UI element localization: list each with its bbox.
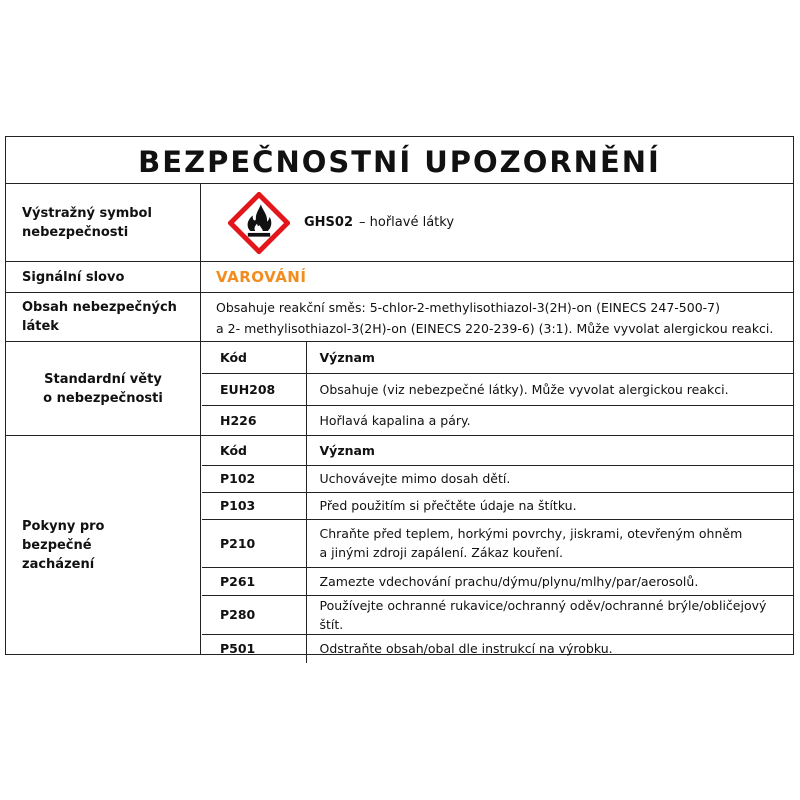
statement-code: EUH208 <box>202 373 306 405</box>
statement-code: P261 <box>202 567 306 595</box>
table-row <box>202 405 793 436</box>
page-title: BEZPEČNOSTNÍ UPOZORNĚNÍ <box>6 137 793 184</box>
hazard-statements-label: Standardní věty o nebezpečnosti <box>6 342 201 435</box>
table-row <box>202 373 793 405</box>
column-header-code: Kód <box>202 342 306 373</box>
column-header-meaning: Význam <box>306 436 793 465</box>
hazard-statements-table <box>202 342 793 436</box>
substances-label: Obsah nebezpečných látek <box>6 293 201 341</box>
table-row <box>202 567 793 595</box>
ghs-code: GHS02 <box>304 215 354 230</box>
statement-code: P210 <box>202 519 306 567</box>
table-row <box>202 492 793 519</box>
precautionary-statements-label: Pokyny pro bezpečné zacházení <box>6 436 201 654</box>
hazard-symbol-row <box>6 184 793 262</box>
statement-meaning: Odstraňte obsah/obal dle instrukcí na výrobku. <box>319 641 613 657</box>
statement-code: P501 <box>202 634 306 663</box>
table-row <box>202 595 793 634</box>
statement-code: P102 <box>202 465 306 492</box>
substances-line: Obsahuje reakční směs: 5-chlor-2-methylisothiazol-3(2H)-on (EINECS 247-500-7) <box>216 300 720 315</box>
statement-code: H226 <box>202 405 306 436</box>
substances-line: a 2- methylisothiazol-3(2H)-on (EINECS 220-239-6) (3:1). Může vyvolat alergickou reakci. <box>216 321 774 336</box>
table-row <box>202 519 793 567</box>
safety-warning-label <box>5 136 794 655</box>
hazard-symbol-label: Výstražný symbol nebezpečnosti <box>6 184 201 261</box>
hazard-statements-row <box>6 342 793 436</box>
statement-meaning: Používejte ochranné rukavice/ochranný oděv/ochranné brýle/obličejový štít. <box>306 595 793 634</box>
table-row <box>202 465 793 492</box>
table-row <box>202 634 793 663</box>
statement-meaning: Uchovávejte mimo dosah dětí. <box>306 465 793 492</box>
statement-meaning: Hořlavá kapalina a páry. <box>319 413 471 429</box>
table-header-row <box>202 436 793 465</box>
statement-meaning: Před použitím si přečtěte údaje na štítku. <box>306 492 793 519</box>
table-header-row <box>202 342 793 373</box>
ghs-description: – hořlavé látky <box>359 215 455 230</box>
substances-text <box>202 293 793 339</box>
signal-word-value: VAROVÁNÍ <box>216 268 307 286</box>
statement-meaning: Chraňte před teplem, horkými povrchy, jiskrami, otevřeným ohněm a jinými zdroji zapálení. Zákaz kouření. <box>306 519 793 567</box>
signal-word-row <box>6 262 793 293</box>
statement-meaning: Obsahuje (viz nebezpečné látky). Může vyvolat alergickou reakci. <box>306 373 793 405</box>
statement-code: P280 <box>202 595 306 634</box>
column-header-code: Kód <box>202 436 306 465</box>
substances-row <box>6 293 793 342</box>
statement-meaning: Zamezte vdechování prachu/dýmu/plynu/mlhy/par/aerosolů. <box>306 567 793 595</box>
statement-code: P103 <box>202 492 306 519</box>
precautionary-statements-table <box>202 436 793 663</box>
signal-word-label: Signální slovo <box>6 262 201 292</box>
precautionary-statements-row <box>6 436 793 657</box>
ghs02-flame-icon <box>228 192 290 254</box>
column-header-meaning: Význam <box>306 342 793 373</box>
